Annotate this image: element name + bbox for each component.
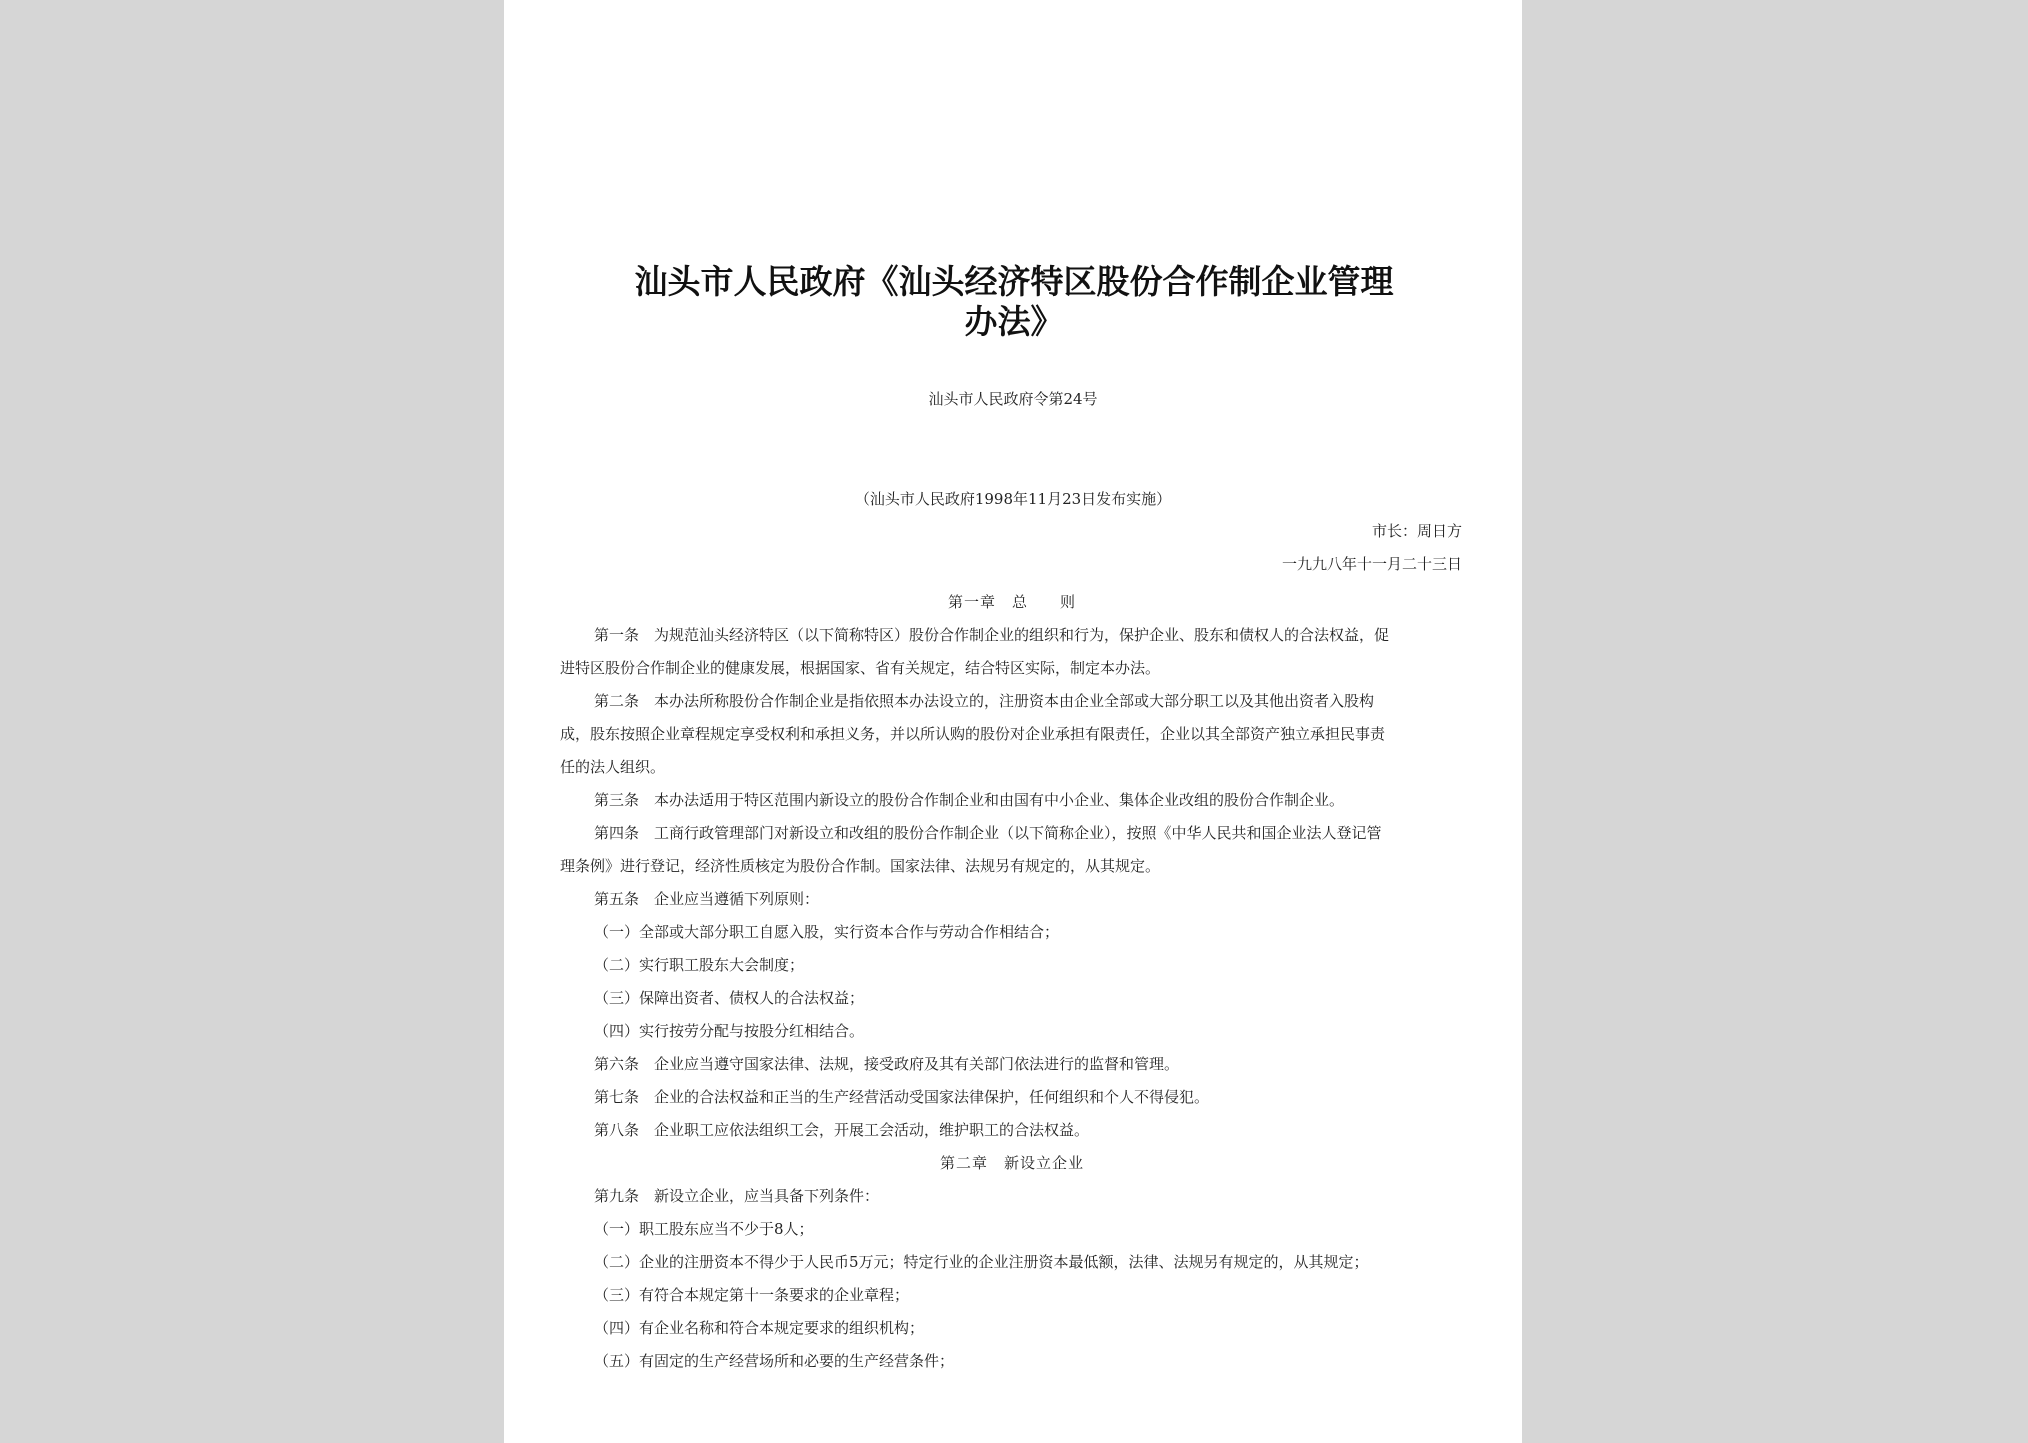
title-line-1: 汕头市人民政府《汕头经济特区股份合作制企业管理 [634,262,1394,301]
title-line-2: 办法》 [964,302,1064,341]
document-title [574,262,1454,342]
list-item: （二）实行职工股东大会制度； [594,956,805,974]
list-item: （一）职工股东应当不少于8人； [594,1220,814,1238]
list-item: （一）全部或大部分职工自愿入股，实行资本合作与劳动合作相结合； [594,923,1060,941]
mayor-signature: 市长：周日方 [1371,522,1462,540]
list-item: （二）企业的注册资本不得少于人民币5万元；特定行业的企业注册资本最低额，法律、法规另有规定的，从其规定； [594,1253,1369,1271]
chapter-heading: 第一章 总 则 [947,593,1076,611]
list-item: （四）有企业名称和符合本规定要求的组织机构； [594,1319,925,1337]
text-line: 进特区股份合作制企业的健康发展，根据国家、省有关规定，结合特区实际，制定本办法。 [560,659,1161,677]
document-page [504,0,1522,1443]
ordinance-number: 汕头市人民政府令第24号 [928,390,1098,408]
list-item: （五）有固定的生产经营场所和必要的生产经营条件； [594,1352,955,1370]
document-body [560,586,1464,1378]
text-line: 第三条 本办法适用于特区范围内新设立的股份合作制企业和由国有中小企业、集体企业改组的股份合作制企业。 [594,791,1345,809]
list-item: （三）有符合本规定第十一条要求的企业章程； [594,1286,910,1304]
text-line: 第二条 本办法所称股份合作制企业是指依照本办法设立的，注册资本由企业全部或大部分职工以及其他出资者入股构 [594,692,1375,710]
text-line: 任的法人组织。 [560,758,666,776]
text-line: 第七条 企业的合法权益和正当的生产经营活动受国家法律保护，任何组织和个人不得侵犯。 [594,1088,1210,1106]
text-line: 第八条 企业职工应依法组织工会，开展工会活动，维护职工的合法权益。 [594,1121,1090,1139]
list-item: （四）实行按劳分配与按股分红相结合。 [594,1022,865,1040]
text-line: 第九条 新设立企业，应当具备下列条件： [594,1187,880,1205]
text-line: 第六条 企业应当遵守国家法律、法规，接受政府及其有关部门依法进行的监督和管理。 [594,1055,1180,1073]
publication-note: （汕头市人民政府1998年11月23日发布实施） [854,490,1172,508]
text-line: 第一条 为规范汕头经济特区（以下简称特区）股份合作制企业的组织和行为，保护企业、股东和债权人的合法权益，促 [594,626,1390,644]
text-line: 理条例》进行登记，经济性质核定为股份合作制。国家法律、法规另有规定的，从其规定。 [560,857,1161,875]
issue-date: 一九九八年十一月二十三日 [1281,555,1462,573]
text-line: 成，股东按照企业章程规定享受权利和承担义务，并以所认购的股份对企业承担有限责任，企业以其全部资产独立承担民事责 [560,725,1386,743]
chapter-heading: 第二章 新设立企业 [939,1154,1084,1172]
text-line: 第五条 企业应当遵循下列原则： [594,890,820,908]
list-item: （三）保障出资者、债权人的合法权益； [594,989,865,1007]
text-line: 第四条 工商行政管理部门对新设立和改组的股份合作制企业（以下简称企业），按照《中华人民共和国企业法人登记管 [594,824,1382,842]
